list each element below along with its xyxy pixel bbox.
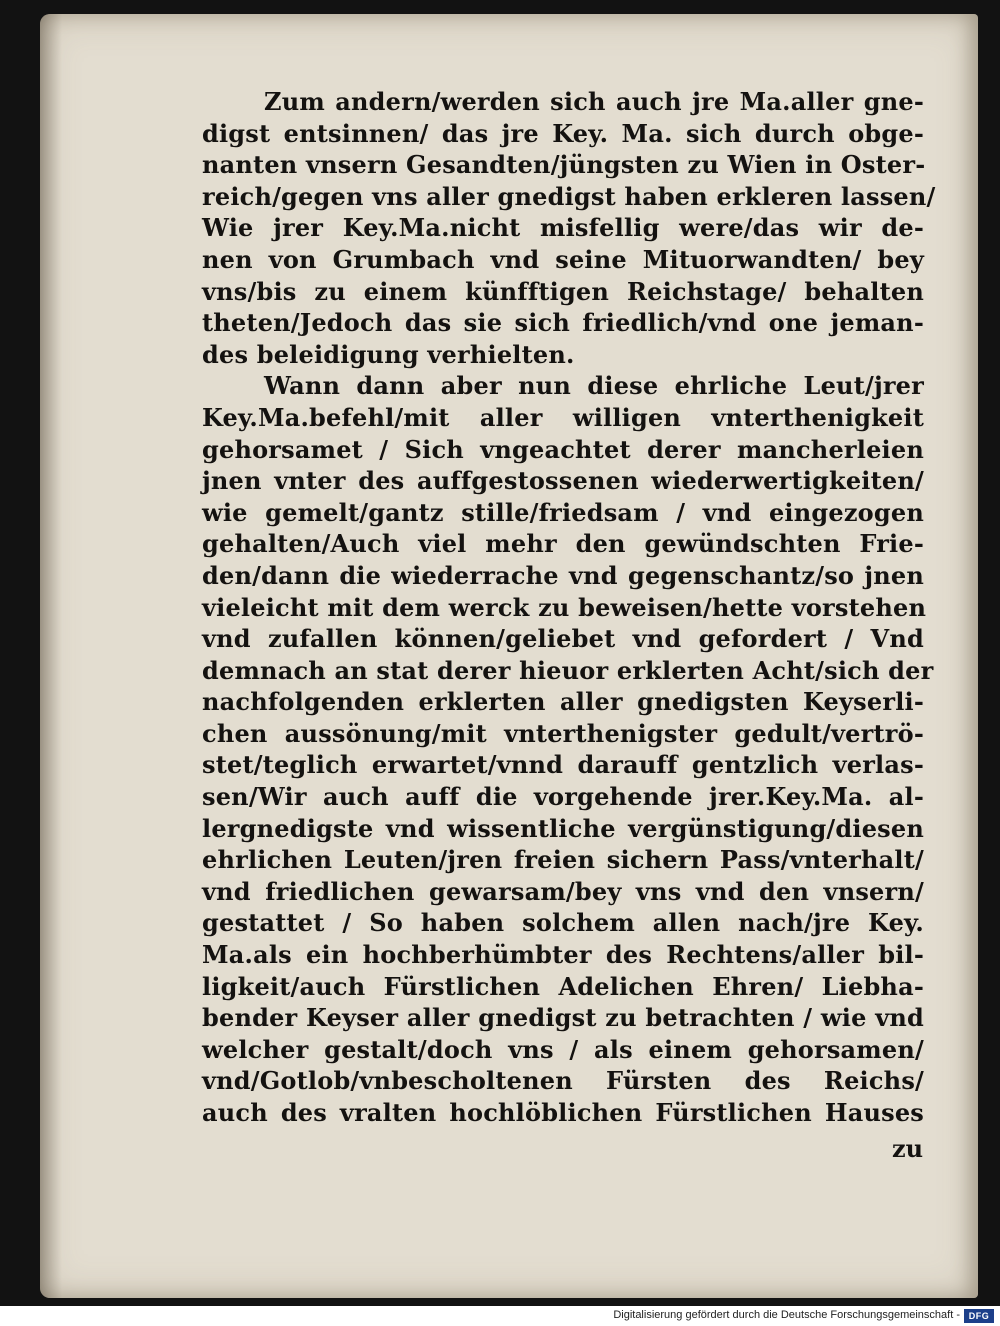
dfg-logo-icon: DFG bbox=[964, 1309, 994, 1323]
text-line: vns/bis zu einem künfftigen Reichstage/ behalten bbox=[202, 276, 924, 306]
text-line: theten/Jedoch das sie sich friedlich/vnd one jeman- bbox=[202, 308, 924, 338]
text-line: digst entsinnen/ das jre Key. Ma. sich durch obge- bbox=[202, 118, 924, 148]
text-line: reich/gegen vns aller gnedigst haben erkleren lassen/ bbox=[202, 181, 936, 211]
text-line: des beleidigung verhielten. bbox=[202, 339, 575, 369]
text-line: vnd/Gotlob/vnbescholtenen Fürsten des Reichs/ bbox=[202, 1066, 924, 1096]
text-line: gehalten/Auch viel mehr den gewündschten Frie- bbox=[202, 529, 924, 559]
text-line: bender Keyser aller gnedigst zu betrachten / wie vnd bbox=[202, 1003, 924, 1033]
text-line: Key.Ma.befehl/mit aller willigen vnterthenigkeit bbox=[202, 402, 924, 432]
book-page bbox=[40, 14, 978, 1298]
text-line: Zum andern/werden sich auch jre Ma.aller gne- bbox=[264, 87, 924, 116]
text-line: Ma.als ein hochberhümbter des Rechtens/aller bil- bbox=[202, 940, 924, 970]
text-line: ligkeit/auch Fürstlichen Adelichen Ehren/ Liebha- bbox=[202, 971, 924, 1001]
text-line: Wie jrer Key.Ma.nicht misfellig were/das wir de- bbox=[202, 213, 924, 243]
text-line: welcher gestalt/doch vns / als einem gehorsamen/ bbox=[202, 1034, 924, 1064]
digitization-footer bbox=[0, 1306, 1000, 1326]
text-line: nanten vnsern Gesandten/jüngsten zu Wien in Oster- bbox=[202, 150, 926, 180]
text-line: lergnedigste vnd wissentliche vergünstigung/diesen bbox=[202, 813, 924, 843]
text-line: nachfolgenden erklerten aller gnedigsten Keyserli- bbox=[202, 687, 924, 717]
text-line: gehorsamet / Sich vngeachtet derer mancherleien bbox=[202, 434, 924, 464]
catchword: zu bbox=[892, 1134, 924, 1163]
text-line: chen aussönung/mit vnterthenigster gedult/vertrö- bbox=[202, 718, 924, 748]
text-line: jnen vnter des auffgestossenen wiederwertigkeiten/ bbox=[202, 466, 924, 496]
text-line: vieleicht mit dem werck zu beweisen/hette vorstehen bbox=[202, 592, 927, 622]
text-line: demnach an stat derer hieuor erklerten Acht/sich der bbox=[202, 655, 934, 685]
text-line: auch des vralten hochlöblichen Fürstlichen Hauses bbox=[202, 1098, 924, 1127]
text-line: wie gemelt/gantz stille/friedsam / vnd eingezogen bbox=[202, 497, 924, 527]
text-line: den/dann die wiederrache vnd gegenschantz/so jnen bbox=[202, 560, 924, 590]
text-line: ehrlichen Leuten/jren freien sichern Pass/vnterhalt/ bbox=[202, 845, 924, 875]
text-line: gestattet / So haben solchem allen nach/jre Key. bbox=[202, 908, 924, 938]
body-text bbox=[202, 86, 936, 1129]
funding-credit: Digitalisierung gefördert durch die Deutsche Forschungsgemeinschaft - bbox=[613, 1309, 960, 1321]
text-line: nen von Grumbach vnd seine Mituorwandten/ bey bbox=[202, 244, 924, 274]
text-line: stet/teglich erwartet/vnnd darauff gentzlich verlas- bbox=[202, 750, 924, 780]
text-line: sen/Wir auch auff die vorgehende jrer.Key.Ma. al- bbox=[202, 782, 924, 812]
text-line: Wann dann aber nun diese ehrliche Leut/jrer bbox=[264, 371, 924, 401]
text-line: vnd friedlichen gewarsam/bey vns vnd den vnsern/ bbox=[202, 876, 924, 906]
text-line: vnd zufallen können/geliebet vnd gefordert / Vnd bbox=[202, 624, 924, 654]
